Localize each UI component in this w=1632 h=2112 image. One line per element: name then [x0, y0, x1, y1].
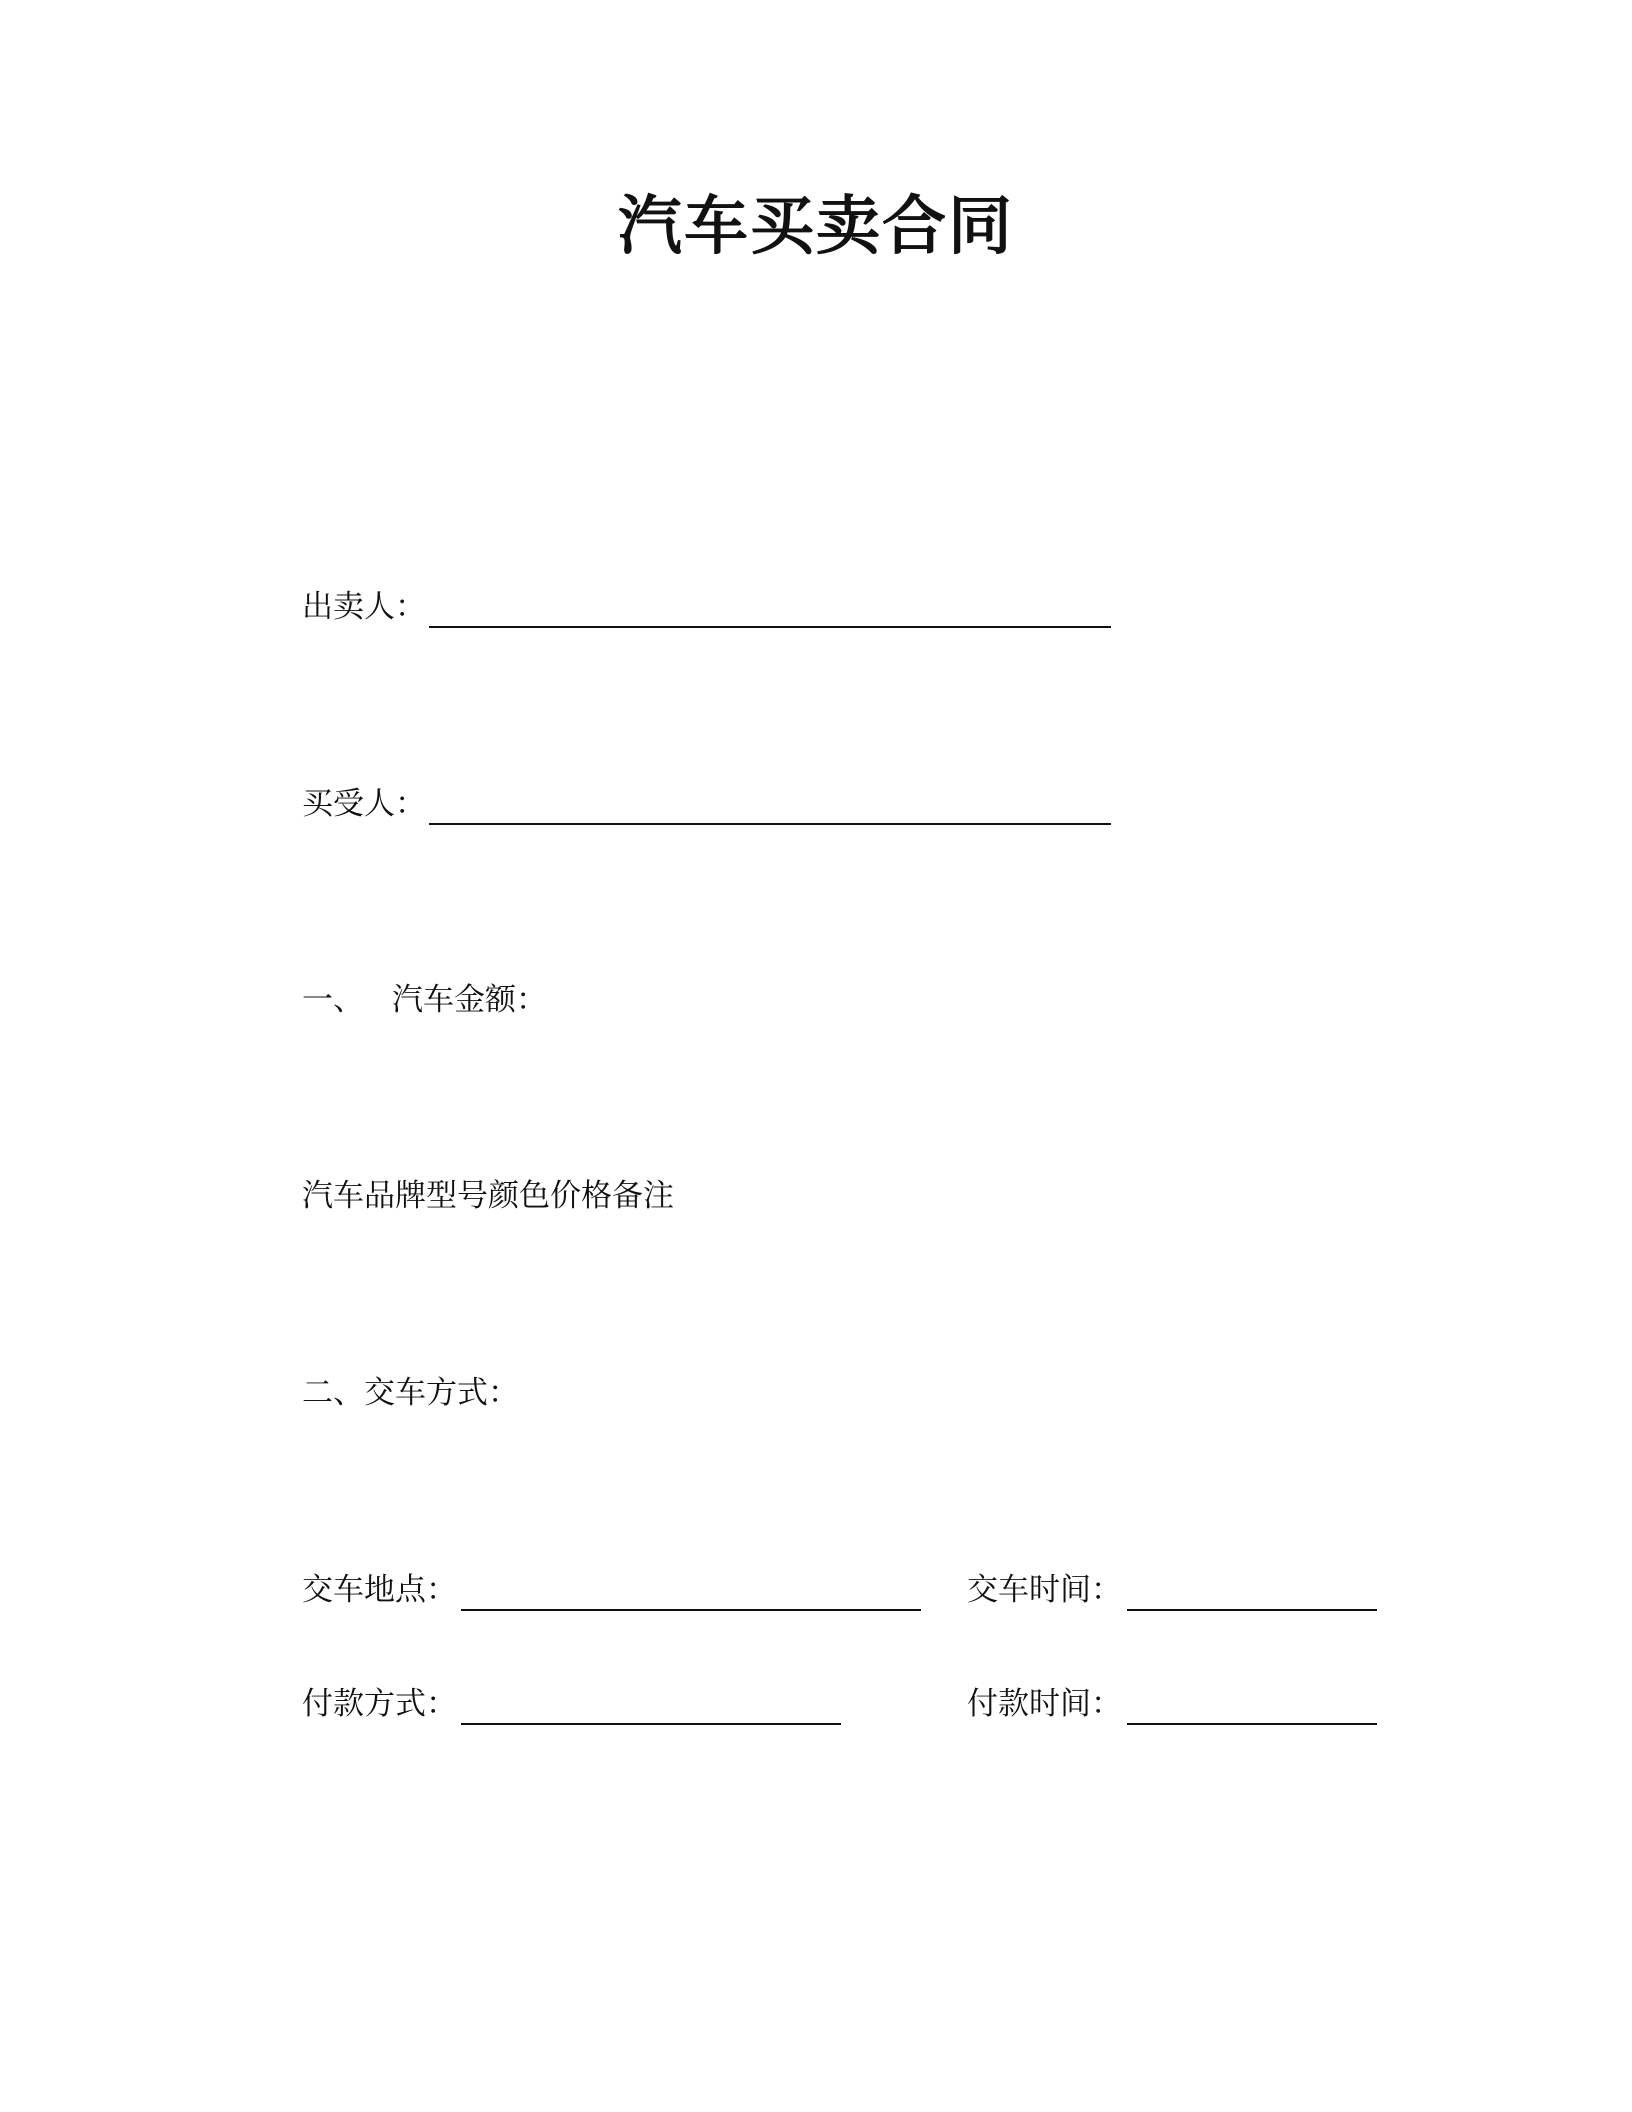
- payment-method-blank-line[interactable]: [461, 1723, 841, 1725]
- delivery-location-label: 交车地点：: [302, 1572, 457, 1608]
- delivery-time-blank-line[interactable]: [1127, 1609, 1377, 1611]
- vehicle-table-header: 汽车品牌型号颜色价格备注: [302, 1178, 674, 1214]
- section-1-heading: [302, 982, 547, 1018]
- seller-label: 出卖人：: [302, 589, 426, 625]
- section-1-number: 一、: [302, 982, 364, 1018]
- delivery-location-blank-line[interactable]: [461, 1609, 921, 1611]
- buyer-blank-line[interactable]: [429, 823, 1111, 825]
- payment-time-blank-line[interactable]: [1127, 1723, 1377, 1725]
- section-1-title: 汽车金额：: [392, 982, 547, 1018]
- delivery-time-label: 交车时间：: [967, 1572, 1122, 1608]
- buyer-label: 买受人：: [302, 786, 426, 822]
- seller-blank-line[interactable]: [429, 626, 1111, 628]
- payment-time-label: 付款时间：: [967, 1686, 1122, 1722]
- document-title: 汽车买卖合同: [618, 190, 1014, 264]
- section-2-heading: 二、交车方式：: [302, 1375, 519, 1411]
- payment-method-label: 付款方式：: [302, 1686, 457, 1722]
